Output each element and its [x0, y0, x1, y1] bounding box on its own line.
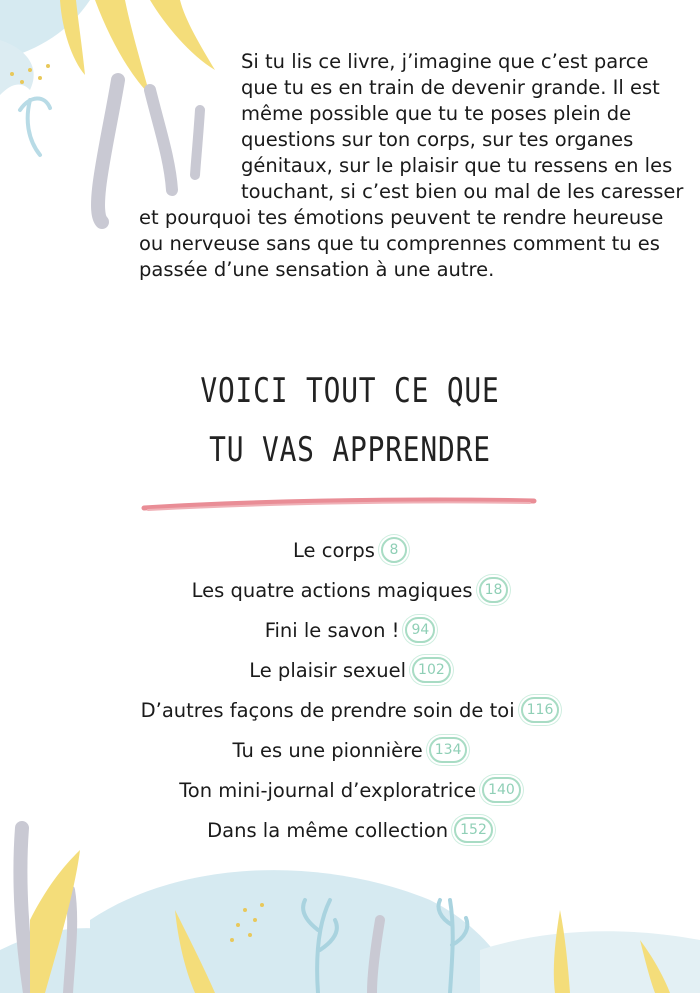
toc-item-title: Les quatre actions magiques — [191, 579, 473, 602]
toc-item[interactable] — [0, 615, 700, 647]
heading-underline — [140, 492, 540, 514]
section-heading-line-2: TU VAS APPRENDRE — [209, 430, 491, 470]
decorative-leaves-bottom — [0, 800, 700, 993]
toc-item-title: Ton mini-journal d’exploratrice — [179, 779, 477, 802]
toc-item[interactable] — [0, 575, 700, 607]
intro-line: touchant, si c’est bien ou mal de les caresser — [241, 180, 684, 203]
toc-item-title: Le plaisir sexuel — [249, 659, 407, 682]
page-number-badge: 18 — [479, 577, 509, 603]
toc-item-title: Dans la même collection — [207, 819, 449, 842]
intro-line: même possible que tu te poses plein de — [241, 102, 632, 125]
intro-line: questions sur ton corps, sur tes organes — [241, 128, 634, 151]
page-number-badge: 116 — [521, 697, 560, 723]
intro-line: que tu es en train de devenir grande. Il est — [241, 76, 660, 99]
toc-item-title: Tu es une pionnière — [232, 739, 423, 762]
toc-item-title: Fini le savon ! — [264, 619, 400, 642]
page-number-badge: 140 — [482, 777, 521, 803]
toc-item-title: Le corps — [293, 539, 375, 562]
toc-item[interactable] — [0, 735, 700, 767]
toc-item[interactable] — [0, 655, 700, 687]
page-number-badge: 8 — [381, 537, 407, 563]
intro-line: génitaux, sur le plaisir que tu ressens en les — [241, 154, 673, 177]
page-number-badge: 152 — [454, 817, 493, 843]
toc-item[interactable] — [0, 695, 700, 727]
page-number-badge: 102 — [412, 657, 451, 683]
intro-line: passée d’une sensation à une autre. — [139, 258, 495, 281]
intro-line: Si tu lis ce livre, j’imagine que c’est parce — [241, 50, 649, 73]
toc-item-title: D’autres façons de prendre soin de toi — [140, 699, 515, 722]
page-number-badge: 94 — [405, 617, 435, 643]
page-number-badge: 134 — [429, 737, 468, 763]
section-heading-line-1: VOICI TOUT CE QUE — [200, 371, 500, 411]
intro-line: ou nerveuse sans que tu comprennes comment tu es — [139, 232, 660, 255]
toc-item[interactable] — [0, 535, 700, 567]
intro-line: et pourquoi tes émotions peuvent te rendre heureuse — [139, 206, 664, 229]
